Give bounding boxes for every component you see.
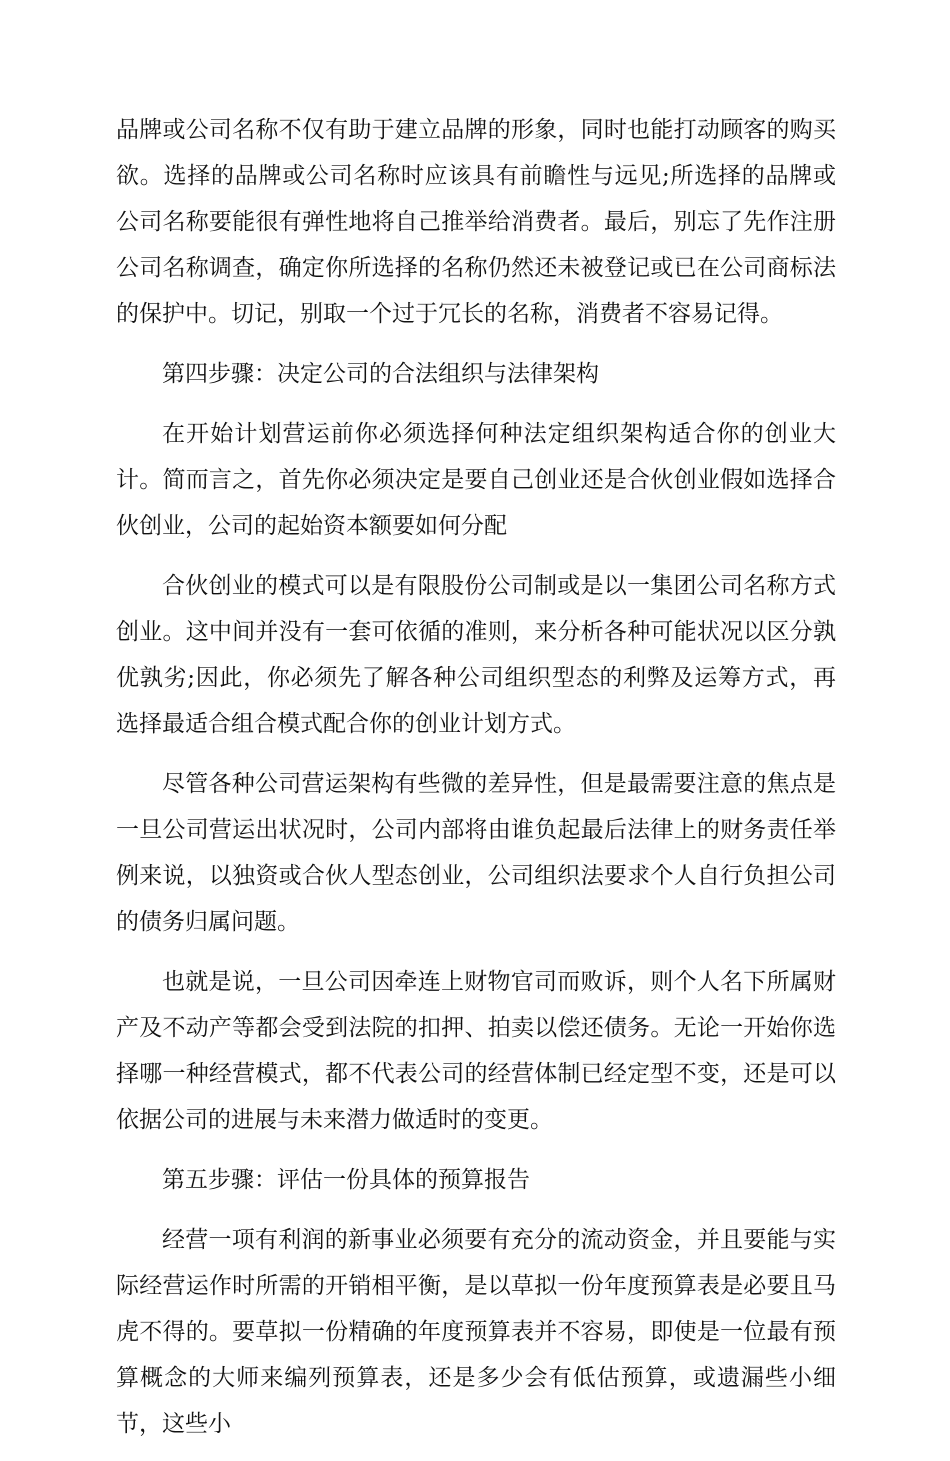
paragraph-financial-liability: 尽管各种公司营运架构有些微的差异性，但是最需要注意的焦点是一旦公司营运出状况时，公司内部将由谁负起最后法律上的财务责任举例来说，以独资或合伙人型态创业，公司组织法要求个人自行负担公司的债务归属问题。 bbox=[116, 771, 836, 935]
step-four-heading: 第四步骤：决定公司的合法组织与法律架构 bbox=[162, 361, 599, 387]
paragraph-partnership-models: 合伙创业的模式可以是有限股份公司制或是以一集团公司名称方式创业。这中间并没有一套可依循的准则，来分析各种可能状况以区分孰优孰劣;因此，你必须先了解各种公司组织型态的利弊及运筹方式，再选择最适合组合模式配合你的创业计划方式。 bbox=[116, 573, 836, 737]
paragraph-asset-seizure: 也就是说，一旦公司因牵连上财物官司而败诉，则个人名下所属财产及不动产等都会受到法院的扣押、拍卖以偿还债务。无论一开始你选择哪一种经营模式，都不代表公司的经营体制已经定型不变，还是可以依据公司的进展与未来潜力做适时的变更。 bbox=[116, 969, 836, 1133]
paragraph-brand-naming: 品牌或公司名称不仅有助于建立品牌的形象，同时也能打动顾客的购买欲。选择的品牌或公司名称时应该具有前瞻性与远见;所选择的品牌或公司名称要能很有弹性地将自己推举给消费者。最后，别忘了先作注册公司名称调查，确定你所选择的名称仍然还未被登记或已在公司商标法的保护中。切记，别取一个过于冗长的名称，消费者不容易记得。 bbox=[116, 117, 836, 327]
document-body bbox=[116, 107, 836, 1461]
paragraph-budget-report: 经营一项有利润的新事业必须要有充分的流动资金，并且要能与实际经营运作时所需的开销相平衡，是以草拟一份年度预算表是必要且马虎不得的。要草拟一份精确的年度预算表并不容易，即使是一位最有预算概念的大师来编列预算表，还是多少会有低估预算，或遗漏些小细节，这些小 bbox=[116, 1227, 836, 1437]
step-five-heading: 第五步骤：评估一份具体的预算报告 bbox=[162, 1167, 530, 1193]
paragraph-legal-structure: 在开始计划营运前你必须选择何种法定组织架构适合你的创业大计。简而言之，首先你必须决定是要自己创业还是合伙创业假如选择合伙创业，公司的起始资本额要如何分配 bbox=[116, 421, 836, 539]
